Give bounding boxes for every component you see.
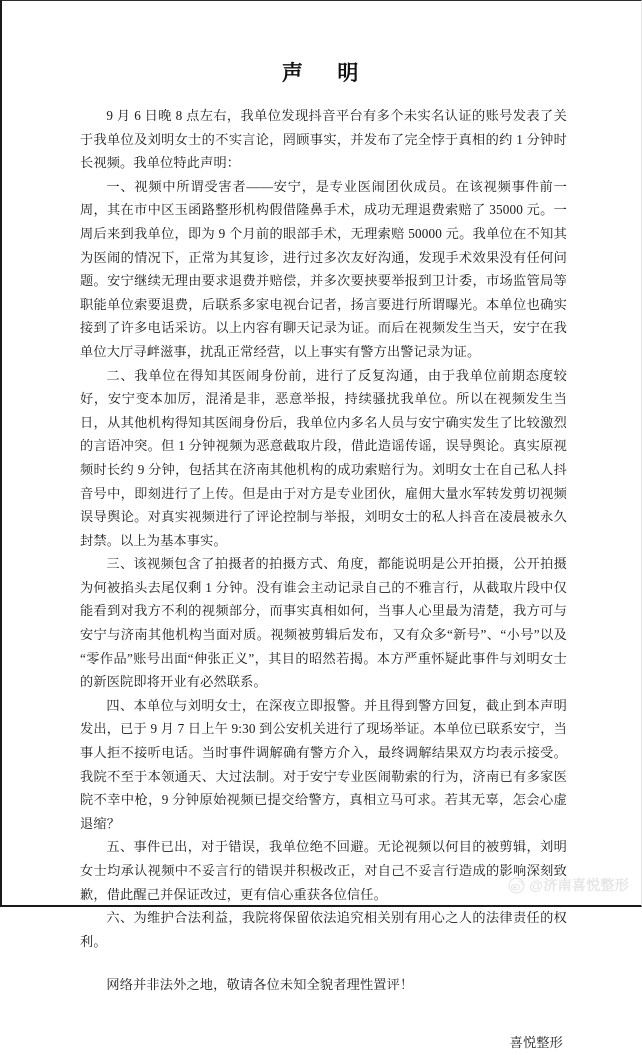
paragraph-item-1: 一、视频中所谓受害者——安宁，是专业医闹团伙成员。在该视频事件前一周，其在市中区玉函路整形机构假借隆鼻手术，成功无理退费索赔了 35000 元。一周后来到我单位，即为 9 个月前的眼部手术，无理索赔 50000 元。我单位在不知其为医闹的情况下，正常为其复诊，进行过多次友好沟通，发现手术效果没有任何问题。安宁继续无理由要求退费并赔偿，并多次要挟要举报到卫计委，市场监管局等职能单位索要退费，后联系多家电视台记者，扬言要进行所谓曝光。本单位也确实接到了许多电话采访。以上内容有聊天记录为证。而后在视频发生当天，安宁在我单位大厅寻衅滋事，扰乱正常经营，以上事实有警方出警记录为证。: [80, 178, 567, 359]
watermark-handle: @济南喜悦整形: [529, 877, 629, 893]
signature: 喜悦整形: [509, 1034, 563, 1050]
closing-statement: 网络并非法外之地，敬请各位未知全貌者理性置评！: [106, 977, 414, 993]
paragraph-item-5: 五、事件已出，对于错误，我单位绝不回避。无论视频以何目的被剪辑，刘明女士均承认视频中不妥言行的错误并积极改正，对自己不妥言行造成的影响深刻致歉，借此醒己并保证改过，更有信心重获各位信任。: [80, 839, 567, 902]
paragraph-item-4: 四、本单位与刘明女士，在深夜立即报警。并且得到警方回复，截止到本声明发出，已于 9 月 7 日上午 9:30 到公安机关进行了现场举证。本单位已联系安宁，当事人拒不接听电话。当时事件调解确有警方介入，最终调解结果双方均表示接受。我院不至于本领通天、大过法制。对于安宁专业医闹勒索的行为，济南已有多家医院不幸中枪，9 分钟原始视频已提交给警方，真相立马可求。若其无辜，怎会心虚退缩？: [80, 697, 567, 831]
paragraph-intro: 9 月 6 日晚 8 点左右，我单位发现抖音平台有多个未实名认证的账号发表了关于我单位及刘明女士的不实言论，罔顾事实，并发布了完全悖于真相的约 1 分钟时长视频。我单位特此声明：: [80, 108, 567, 171]
paragraph-item-2: 二、我单位在得知其医闹身份前，进行了反复沟通，由于我单位前期态度较好，安宁变本加厉，混淆是非，恶意举报，持续骚扰我单位。所以在视频发生当日，从其他机构得知其医闹身份后，我单位内多名人员与安宁确实发生了比较激烈的言语冲突。但 1 分钟视频为恶意截取片段，借此造谣传谣，误导舆论。真实原视频时长约 9 分钟，包括其在济南其他机构的成功索赔行为。刘明女士在自己私人抖音号中，即刻进行了上传。但是由于对方是专业团伙，雇佣大量水军转发剪切视频误导舆论。对真实视频进行了评论控制与举报，刘明女士的私人抖音在凌晨被永久封禁。以上为基本事实。: [80, 367, 567, 548]
paragraph-item-6: 六、为维护合法利益，我院将保留依法追究相关别有用心之人的法律责任的权利。: [80, 910, 567, 949]
document-body: [80, 104, 567, 1055]
page-title: 声 明: [281, 61, 366, 85]
paragraph-item-3: 三、该视频包含了拍摄者的拍摄方式、角度，都能说明是公开拍摄，公开拍摄为何被掐头去尾仅剩 1 分钟。没有谁会主动记录自己的不雅言行，从截取片段中仅能看到对我方不利的视频部分，而事实真相如何，当事人心里最为清楚，我方可与安宁与济南其他机构当面对质。视频被剪辑后发布，又有众多“新号”、“小号”以及“零作品”账号出面“伸张正义”，其目的昭然若揭。本方严重怀疑此事件与刘明女士的新医院即将开业有必然联系。: [80, 556, 567, 690]
document-sheet: [2, 1, 641, 1050]
